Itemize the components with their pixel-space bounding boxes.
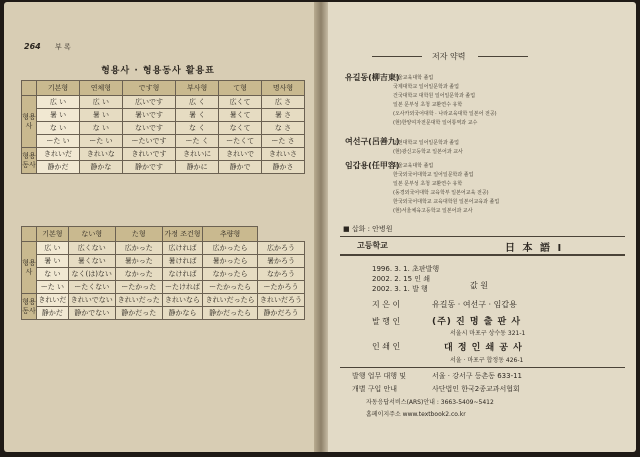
table-cell: 静かな: [79, 161, 122, 174]
table-cell: な さ: [262, 122, 305, 135]
table-cell: な く: [176, 122, 219, 135]
table-cell: 広かったら: [203, 242, 258, 255]
table-cell: ーたくない: [68, 281, 115, 294]
supply-value: 서울 · 강서구 등촌동 633-11: [432, 372, 523, 380]
group-label-adjectival-verb: 형용동사: [22, 294, 37, 320]
table-cell: 暑 さ: [262, 109, 305, 122]
price-label: 값 원: [470, 281, 488, 290]
authors-heading: 저자 약력: [432, 52, 466, 61]
table-cell: きれいだったら: [203, 294, 258, 307]
header-cell: て형: [219, 81, 262, 96]
table-row: [22, 255, 305, 268]
table-cell: なく(は)ない: [68, 268, 115, 281]
divider: [340, 367, 625, 368]
table-cell: ないです: [122, 122, 175, 135]
table-cell: ーた い: [79, 135, 122, 148]
credit-label: 지 은 이: [372, 300, 401, 309]
table-row: [22, 148, 305, 161]
history-line: 2002. 3. 1. 발 행: [372, 285, 428, 293]
table-cell: ーた い: [37, 135, 80, 148]
author-name: 여선구(呂善九): [345, 137, 400, 146]
table-cell: 静かだったら: [203, 307, 258, 320]
table-cell: 静かに: [176, 161, 219, 174]
table-cell: 静かだ: [37, 161, 80, 174]
table-cell: きれいに: [176, 148, 219, 161]
divider: [478, 56, 528, 57]
table-cell: ーたいです: [122, 135, 175, 148]
supply-label: 개별 구입 안내: [352, 385, 398, 393]
author-bio-line: 서울교육대학 졸업: [393, 75, 434, 81]
table-cell: 広くて: [219, 96, 262, 109]
table-cell: 暑くて: [219, 109, 262, 122]
table-cell: きれいで: [219, 148, 262, 161]
divider: [340, 236, 625, 237]
table-row: [22, 96, 305, 109]
table-cell: 暑 い: [37, 255, 69, 268]
conjugation-table-2: [21, 226, 305, 320]
header-cell: 부사형: [176, 81, 219, 96]
credit-label: 발 행 인: [372, 317, 401, 326]
table-cell: な い: [79, 122, 122, 135]
author-bio-line: (동경외국어대학 교육학부 일본어교육 전공): [393, 190, 489, 196]
group-label-adjective: 형용사: [22, 242, 37, 294]
header-cell: です형: [122, 81, 175, 96]
table-title: 형용사 · 형용동사 활용표: [101, 66, 215, 76]
table-cell: 広 い: [37, 242, 69, 255]
author-bio-line: (현)광신고등학교 일본어과 교사: [393, 149, 463, 155]
supply-value: 사단법인 한국2종교과서협회: [432, 385, 520, 393]
supply-value: 자동응답서비스(ARS)안내 : 3663-5409~5412: [366, 399, 494, 406]
table-row: [22, 307, 305, 320]
printer-address: 서울 · 마포구 합정동 426-1: [450, 357, 524, 364]
credit-label: 인 쇄 인: [372, 342, 401, 351]
table-cell: きれいだ: [37, 148, 80, 161]
table-cell: 広くない: [68, 242, 115, 255]
table-cell: 暑いです: [122, 109, 175, 122]
header-cell: 추량형: [203, 227, 258, 242]
header-cell: た형: [115, 227, 162, 242]
table-cell: 暑かったら: [203, 255, 258, 268]
table-cell: きれいだ: [37, 294, 69, 307]
table-cell: なくて: [219, 122, 262, 135]
author-bio-line: 인천대학교 일어일문학과 졸업: [393, 140, 459, 146]
table-cell: 暑かろう: [257, 255, 304, 268]
book-gutter: [314, 2, 328, 452]
table-cell: な い: [37, 122, 80, 135]
author-bio-line: 일본 문부성 초청 교환연수 유학: [393, 102, 463, 108]
supply-label: 발행 업무 대행 및: [352, 372, 407, 380]
table-cell: 暑 い: [37, 109, 80, 122]
table-cell: 静かだ: [37, 307, 69, 320]
table-cell: 広 く: [176, 96, 219, 109]
table-cell: きれいだった: [115, 294, 162, 307]
header-cell: ない형: [68, 227, 115, 242]
table-cell: きれいでない: [68, 294, 115, 307]
header-cell: 기본형: [37, 227, 69, 242]
table-cell: 広かった: [115, 242, 162, 255]
author-name: 임갑용(任甲容): [345, 161, 400, 170]
header-cell: [22, 227, 37, 242]
table-cell: 広かろう: [257, 242, 304, 255]
header-cell: 명사형: [262, 81, 305, 96]
table-header-row: [22, 227, 305, 242]
table-cell: きれいだろう: [257, 294, 304, 307]
table-cell: 暑ければ: [162, 255, 203, 268]
author-bio-line: 한국외국어대학교 교육대학원 일본어교육과 졸업: [393, 199, 500, 205]
table-cell: きれいさ: [262, 148, 305, 161]
illustrator-credit: ■ 삽화 : 안병원: [343, 225, 393, 233]
group-label-adjective: 형용사: [22, 96, 37, 148]
table-cell: 暑 く: [176, 109, 219, 122]
header-cell: 기본형: [37, 81, 80, 96]
author-name: 유길동(柳吉東): [345, 73, 400, 82]
table-cell: ーたかったら: [203, 281, 258, 294]
table-cell: ーたかった: [115, 281, 162, 294]
publisher-name: (주) 진 명 출 판 사: [432, 317, 522, 327]
table-cell: ーたかろう: [257, 281, 304, 294]
table-cell: きれいな: [79, 148, 122, 161]
history-line: 2002. 2. 15 인 쇄: [372, 275, 431, 283]
table-row: [22, 268, 305, 281]
table-cell: 静かでない: [68, 307, 115, 320]
table-row: [22, 294, 305, 307]
table-cell: 静かさ: [262, 161, 305, 174]
book-title: 日 本 語 Ⅰ: [505, 243, 564, 254]
publisher-address: 서울시 마포구 상수동 321-1: [450, 330, 526, 337]
table-cell: ーた い: [37, 281, 69, 294]
table-cell: 暑 い: [79, 109, 122, 122]
author-bio-line: 건국대학교 대학원 일어일문학과 졸업: [393, 93, 476, 99]
supply-value: 홈페이지주소 www.textbook2.co.kr: [366, 411, 466, 418]
table-cell: きれいです: [122, 148, 175, 161]
conjugation-table-1: [21, 80, 305, 174]
table-cell: 広 さ: [262, 96, 305, 109]
page-number: 264: [24, 42, 41, 51]
table-cell: なかろう: [257, 268, 304, 281]
divider: [372, 56, 422, 57]
author-bio-line: 국제대학교 일어일문학과 졸업: [393, 84, 459, 90]
author-bio-line: (현)한양여자전문대학 일어통역과 교수: [393, 120, 478, 126]
table-cell: なかったら: [203, 268, 258, 281]
table-cell: なければ: [162, 268, 203, 281]
printer-name: 대 정 인 쇄 공 사: [444, 343, 523, 353]
table-row: [22, 109, 305, 122]
table-cell: 広いです: [122, 96, 175, 109]
table-row: [22, 135, 305, 148]
table-cell: 暑かった: [115, 255, 162, 268]
table-row: [22, 281, 305, 294]
author-bio-line: (오사카외국어대학 · 나라교육대학 일본어 전공): [393, 111, 497, 117]
table-header-row: [22, 81, 305, 96]
table-cell: ーた さ: [262, 135, 305, 148]
running-head: 부 록: [55, 43, 71, 51]
school-level: 고등학교: [357, 241, 388, 250]
table-cell: 静かだった: [115, 307, 162, 320]
table-cell: 静かで: [219, 161, 262, 174]
divider: [340, 254, 625, 256]
table-cell: 広 い: [79, 96, 122, 109]
table-row: [22, 161, 305, 174]
group-label-adjectival-verb: 형용동사: [22, 148, 37, 174]
author-bio-line: 서울교육대학 졸업: [393, 163, 434, 169]
author-bio-line: (현)서울체육고등학교 일본어과 교사: [393, 208, 473, 214]
table-cell: 静かなら: [162, 307, 203, 320]
table-row: [22, 242, 305, 255]
table-cell: ーたければ: [162, 281, 203, 294]
author-bio-line: 일본 문부성 초청 교환연수 유학: [393, 181, 463, 187]
header-cell: 연체형: [79, 81, 122, 96]
table-cell: ーた く: [176, 135, 219, 148]
table-cell: 広 い: [37, 96, 80, 109]
credit-value: 유길동 · 여선구 · 임갑용: [432, 300, 517, 309]
table-cell: 静かだろう: [257, 307, 304, 320]
table-cell: きれいなら: [162, 294, 203, 307]
history-line: 1996. 3. 1. 초판발행: [372, 265, 440, 273]
table-cell: 暑くない: [68, 255, 115, 268]
table-cell: 広ければ: [162, 242, 203, 255]
table-cell: 静かです: [122, 161, 175, 174]
table-cell: な い: [37, 268, 69, 281]
header-cell: 가정 조건형: [162, 227, 203, 242]
header-cell: [22, 81, 37, 96]
table-row: [22, 122, 305, 135]
table-cell: ーたくて: [219, 135, 262, 148]
table-cell: なかった: [115, 268, 162, 281]
author-bio-line: 한국외국어대학교 일어일문학과 졸업: [393, 172, 474, 178]
